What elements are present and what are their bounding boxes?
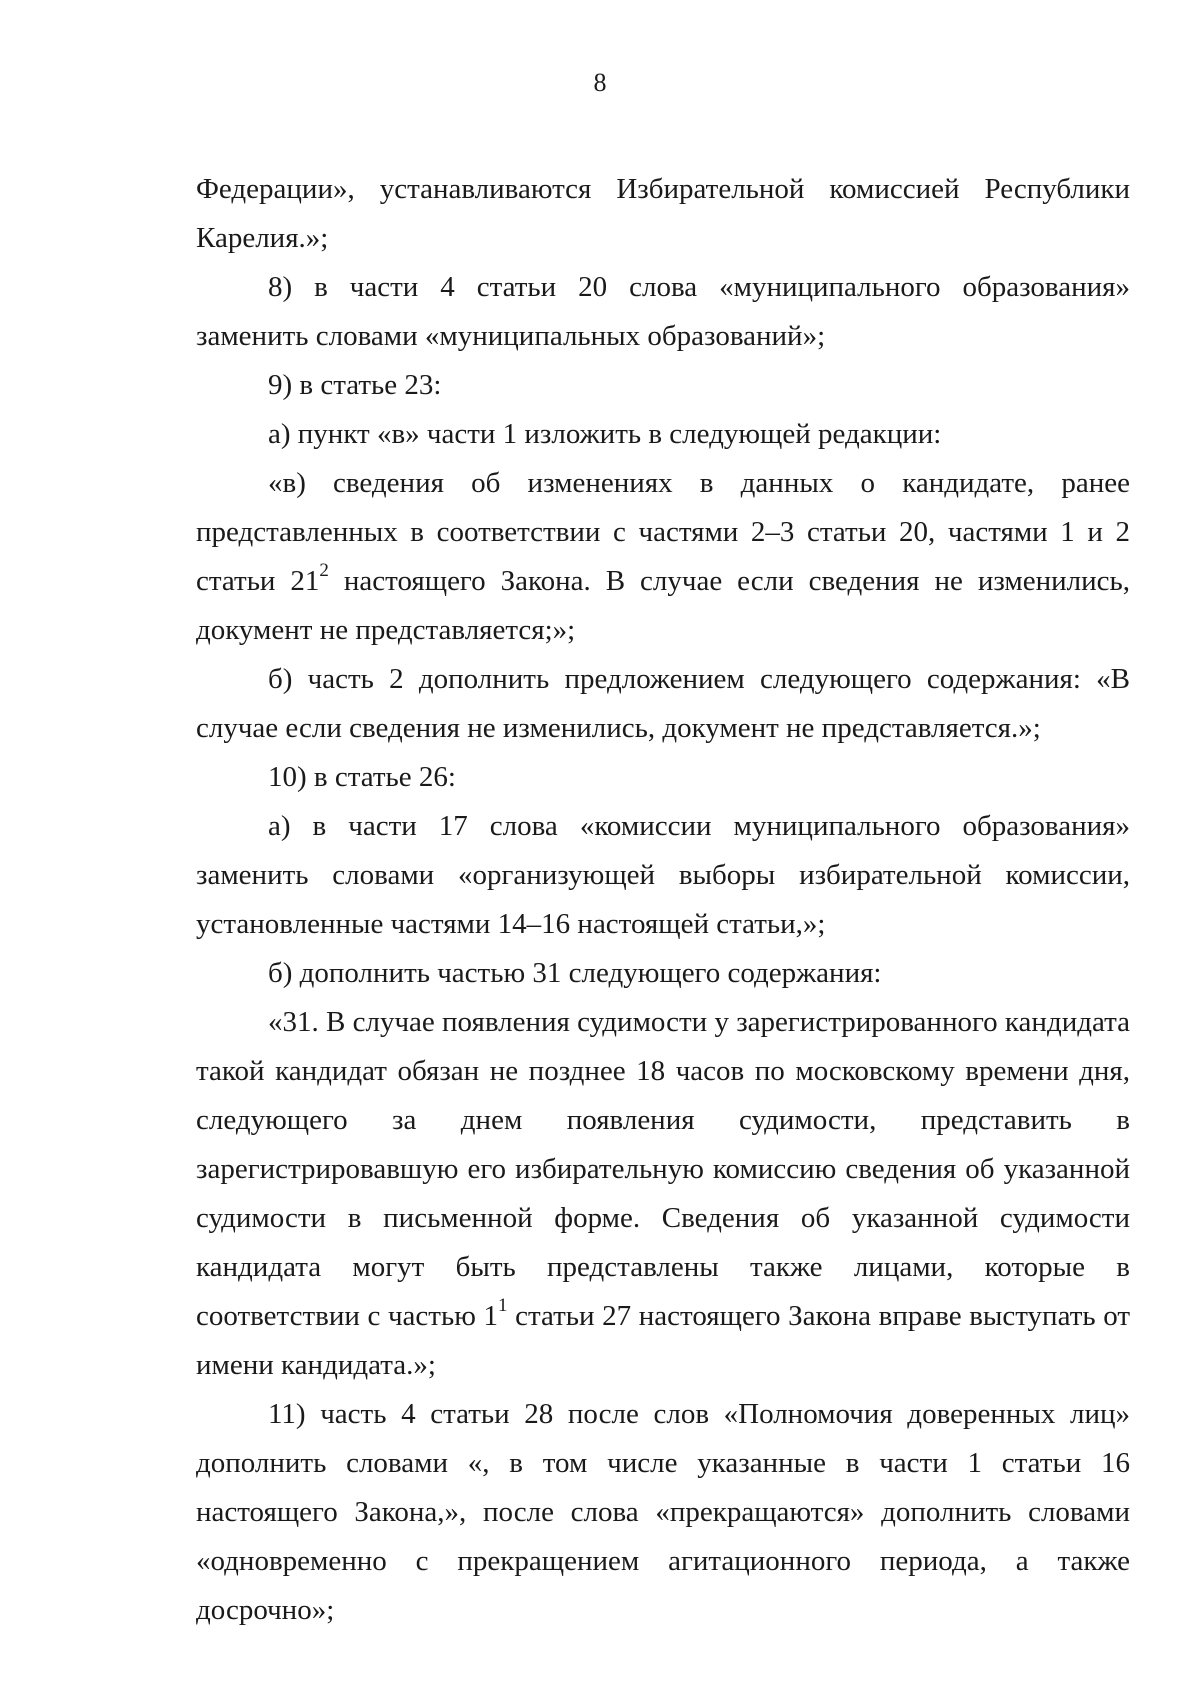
paragraph-item-10a: а) в части 17 слова «комиссии муниципального образования» заменить словами «организующей выборы избирательной комиссии, установленные частями 14–16 настоящей статьи,»;: [196, 810, 1130, 940]
paragraph-text-segment: настоящего Закона. В случае если сведения не изменились, документ не представляется;»;: [196, 565, 1130, 646]
paragraph-federation-continuation: Федерации», устанавливаются Избирательной комиссией Республики Карелия.»;: [196, 173, 1130, 254]
paragraph-item-9a: а) пункт «в» части 1 изложить в следующей редакции:: [268, 418, 942, 450]
paragraph-text-segment: «31. В случае появления судимости у зарегистрированного кандидата такой кандидат обязан не позднее 18 часов по московскому времени дня, следующего за днем появления судимости, представить в зарегистрировавшую его избирательную комиссию сведения об указанной судимости в письменной форме. Сведения об указанной судимости кандидата могут быть представлены также лицами, которые в соответствии с частью 1: [196, 1006, 1130, 1332]
paragraph-item-9: 9) в статье 23:: [268, 369, 442, 401]
paragraph-item-9b: б) часть 2 дополнить предложением следующего содержания: «В случае если сведения не изменились, документ не представляется.»;: [196, 663, 1130, 744]
superscript-index: 2: [319, 560, 329, 582]
paragraph-item-9a-text: [196, 459, 1130, 655]
paragraph-text-segment: статьи 27 настоящего Закона вправе выступать от имени кандидата.»;: [196, 1300, 1131, 1381]
document-body: [196, 165, 1130, 1635]
superscript-index: 1: [497, 1295, 508, 1317]
paragraph-text-segment: «в) сведения об изменениях в данных о кандидате, ранее представленных в соответствии с частями 2–3 статьи 20, частями 1 и 2 статьи 21: [196, 467, 1130, 597]
paragraph-part-31-text: [196, 998, 1130, 1390]
paragraph-item-8: 8) в части 4 статьи 20 слова «муниципального образования» заменить словами «муниципальных образований»;: [196, 271, 1130, 352]
paragraph-item-10b: б) дополнить частью 31 следующего содержания:: [268, 957, 882, 989]
paragraph-item-11: 11) часть 4 статьи 28 после слов «Полномочия доверенных лиц» дополнить словами «, в том числе указанные в части 1 статьи 16 настоящего Закона,», после слова «прекращаются» дополнить словами «одновременно с прекращением агитационного периода, а также досрочно»;: [196, 1398, 1130, 1626]
page-number: 8: [593, 68, 607, 97]
paragraph-item-10: 10) в статье 26:: [268, 761, 456, 793]
